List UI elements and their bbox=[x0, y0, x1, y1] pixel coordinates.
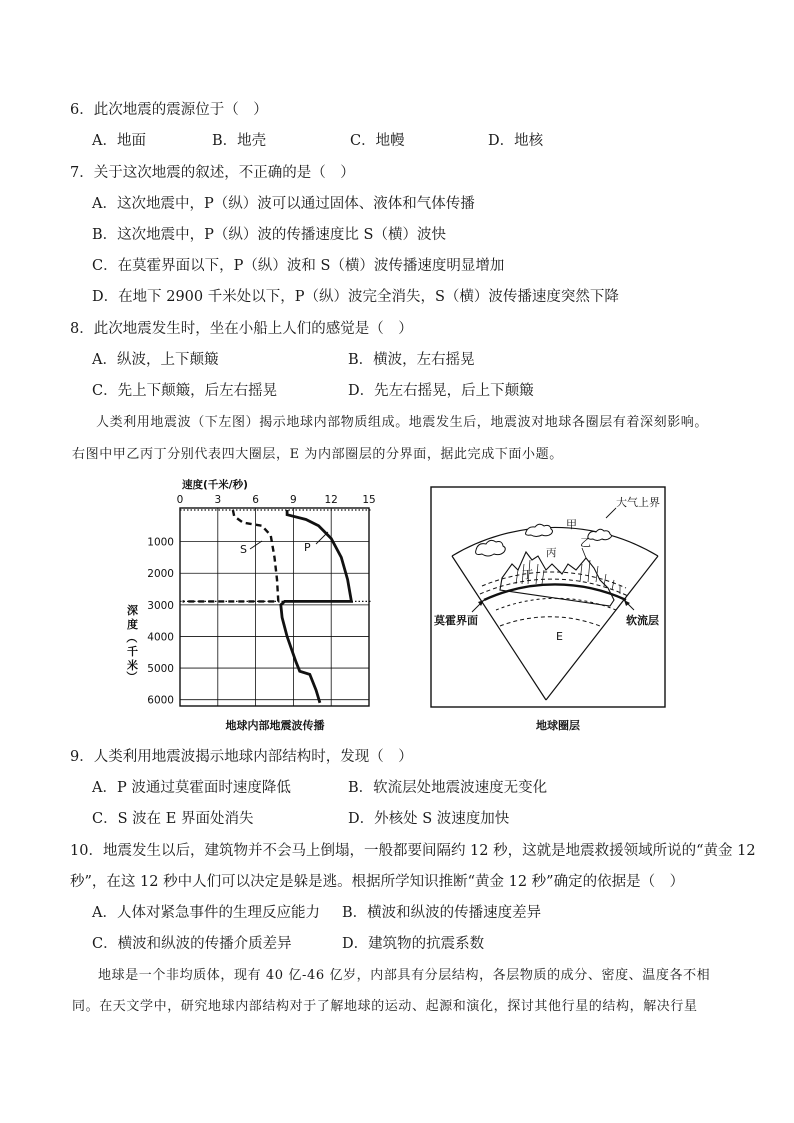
y-tick-label: 1000 bbox=[147, 536, 174, 549]
earth-layers-diagram bbox=[430, 486, 670, 736]
p-leader-line bbox=[316, 532, 328, 544]
q7-option-d[interactable]: D．在地下 2900 千米处以下，P（纵）波完全消失，S（横）波传播速度突然下降 bbox=[92, 289, 619, 305]
q7-option-a[interactable]: A．这次地震中，P（纵）波可以通过固体、液体和气体传播 bbox=[92, 196, 475, 212]
p-wave-label: P bbox=[304, 541, 311, 554]
q9-stem: 9．人类利用地震波揭示地球内部结构时，发现（ ） bbox=[70, 749, 413, 765]
q10-option-a[interactable]: A．人体对紧急事件的生理反应能力 bbox=[92, 905, 320, 921]
label-asthen: 软流层 bbox=[626, 614, 659, 627]
label-jia: 甲 bbox=[566, 518, 577, 531]
x-tick-labels bbox=[177, 494, 376, 506]
q6-option-b[interactable]: B．地壳 bbox=[212, 133, 267, 149]
y-tick-label: 3000 bbox=[147, 599, 174, 612]
chart-grid bbox=[180, 508, 369, 706]
q7-stem: 7．关于这次地震的叙述，不正确的是（ ） bbox=[70, 165, 355, 181]
label-moho: 莫霍界面 bbox=[434, 614, 478, 627]
q6-option-a[interactable]: A．地面 bbox=[92, 133, 146, 149]
q9-option-c[interactable]: C．S 波在 E 界面处消失 bbox=[92, 811, 254, 827]
chart-xlabel: 速度(千米/秒) bbox=[182, 479, 248, 491]
label-atmosphere-top: 大气上界 bbox=[616, 496, 660, 509]
seismic-wave-chart bbox=[120, 474, 390, 734]
y-tick-label: 2000 bbox=[147, 568, 174, 581]
q6-option-c[interactable]: C．地幔 bbox=[350, 133, 405, 149]
chart-ylabel bbox=[125, 604, 138, 682]
y-tick-label: 4000 bbox=[147, 631, 174, 644]
plot-frame bbox=[180, 508, 369, 706]
material2-line1: 地球是一个非均质体，现有 40 亿-46 亿岁，内部具有分层结构，各层物质的成分、密度、温度各不相 bbox=[98, 968, 711, 983]
svg-text:深: 深 bbox=[127, 604, 138, 617]
s-wave-line bbox=[183, 510, 279, 601]
svg-text:）: ） bbox=[125, 671, 138, 682]
q9-option-b[interactable]: B．软流层处地震波速度无变化 bbox=[348, 780, 548, 796]
svg-text:米: 米 bbox=[127, 659, 138, 672]
q10-stem-line2: 秒”，在这 12 秒中人们可以决定是躲是逃。根据所学知识推断“黄金 12 秒”确定的依据是（ ） bbox=[70, 874, 685, 890]
q6-option-d[interactable]: D．地核 bbox=[488, 133, 544, 149]
q9-option-a[interactable]: A．P 波通过莫霍面时速度降低 bbox=[92, 780, 291, 796]
q8-option-d[interactable]: D．先左右摇晃，后上下颠簸 bbox=[348, 383, 534, 399]
diagram-caption: 地球圈层 bbox=[536, 719, 580, 732]
q8-option-a[interactable]: A．纵波，上下颠簸 bbox=[92, 352, 219, 368]
x-tick-label: 3 bbox=[214, 494, 222, 506]
label-yi: 乙 bbox=[580, 536, 591, 549]
chart-title: 地球内部地震波传播 bbox=[225, 719, 325, 732]
q10-option-d[interactable]: D．建筑物的抗震系数 bbox=[342, 936, 485, 952]
s-wave-label: S bbox=[240, 543, 247, 556]
y-tick-label: 5000 bbox=[147, 663, 174, 676]
x-tick-label: 15 bbox=[362, 494, 376, 506]
x-tick-label: 6 bbox=[252, 494, 259, 506]
label-ding: 丁 bbox=[522, 568, 533, 581]
y-tick-label: 6000 bbox=[147, 694, 174, 707]
material1-line2: 右图中甲乙丙丁分别代表四大圈层，E 为内部圈层的分界面，据此完成下面小题。 bbox=[72, 447, 563, 462]
label-e: E bbox=[556, 630, 563, 643]
material1-line1: 人类利用地震波（下左图）揭示地球内部物质组成。地震发生后，地震波对地球各圈层有着深刻影响。 bbox=[96, 415, 709, 430]
q9-option-d[interactable]: D．外核处 S 波速度加快 bbox=[348, 811, 510, 827]
q10-option-c[interactable]: C．横波和纵波的传播介质差异 bbox=[92, 936, 292, 952]
p-wave-line bbox=[281, 510, 352, 703]
svg-text:千: 千 bbox=[127, 645, 138, 658]
material2-line2: 同。在天文学中，研究地球内部结构对于了解地球的运动、起源和演化，探讨其他行星的结构，解决行星 bbox=[72, 999, 698, 1014]
q8-stem: 8．此次地震发生时，坐在小船上人们的感觉是（ ） bbox=[70, 321, 413, 337]
svg-text:度: 度 bbox=[127, 618, 138, 631]
q7-option-c[interactable]: C．在莫霍界面以下，P（纵）波和 S（横）波传播速度明显增加 bbox=[92, 258, 505, 274]
q6-stem: 6．此次地震的震源位于（ ） bbox=[70, 102, 268, 118]
q10-option-b[interactable]: B．横波和纵波的传播速度差异 bbox=[342, 905, 542, 921]
x-tick-label: 0 bbox=[176, 494, 184, 506]
y-tick-labels bbox=[147, 537, 174, 707]
q8-option-c[interactable]: C．先上下颠簸，后左右摇晃 bbox=[92, 383, 278, 399]
q7-option-b[interactable]: B．这次地震中，P（纵）波的传播速度比 S（横）波快 bbox=[92, 227, 446, 243]
x-tick-label: 12 bbox=[324, 494, 338, 506]
x-tick-label: 9 bbox=[290, 494, 297, 506]
q10-stem-line1: 10．地震发生以后，建筑物并不会马上倒塌，一般都要间隔约 12 秒，这就是地震救援领域所说的“黄金 12 bbox=[70, 843, 756, 859]
svg-text:（: （ bbox=[125, 632, 138, 643]
q8-option-b[interactable]: B．横波，左右摇晃 bbox=[348, 352, 475, 368]
label-bing: 丙 bbox=[546, 547, 557, 559]
